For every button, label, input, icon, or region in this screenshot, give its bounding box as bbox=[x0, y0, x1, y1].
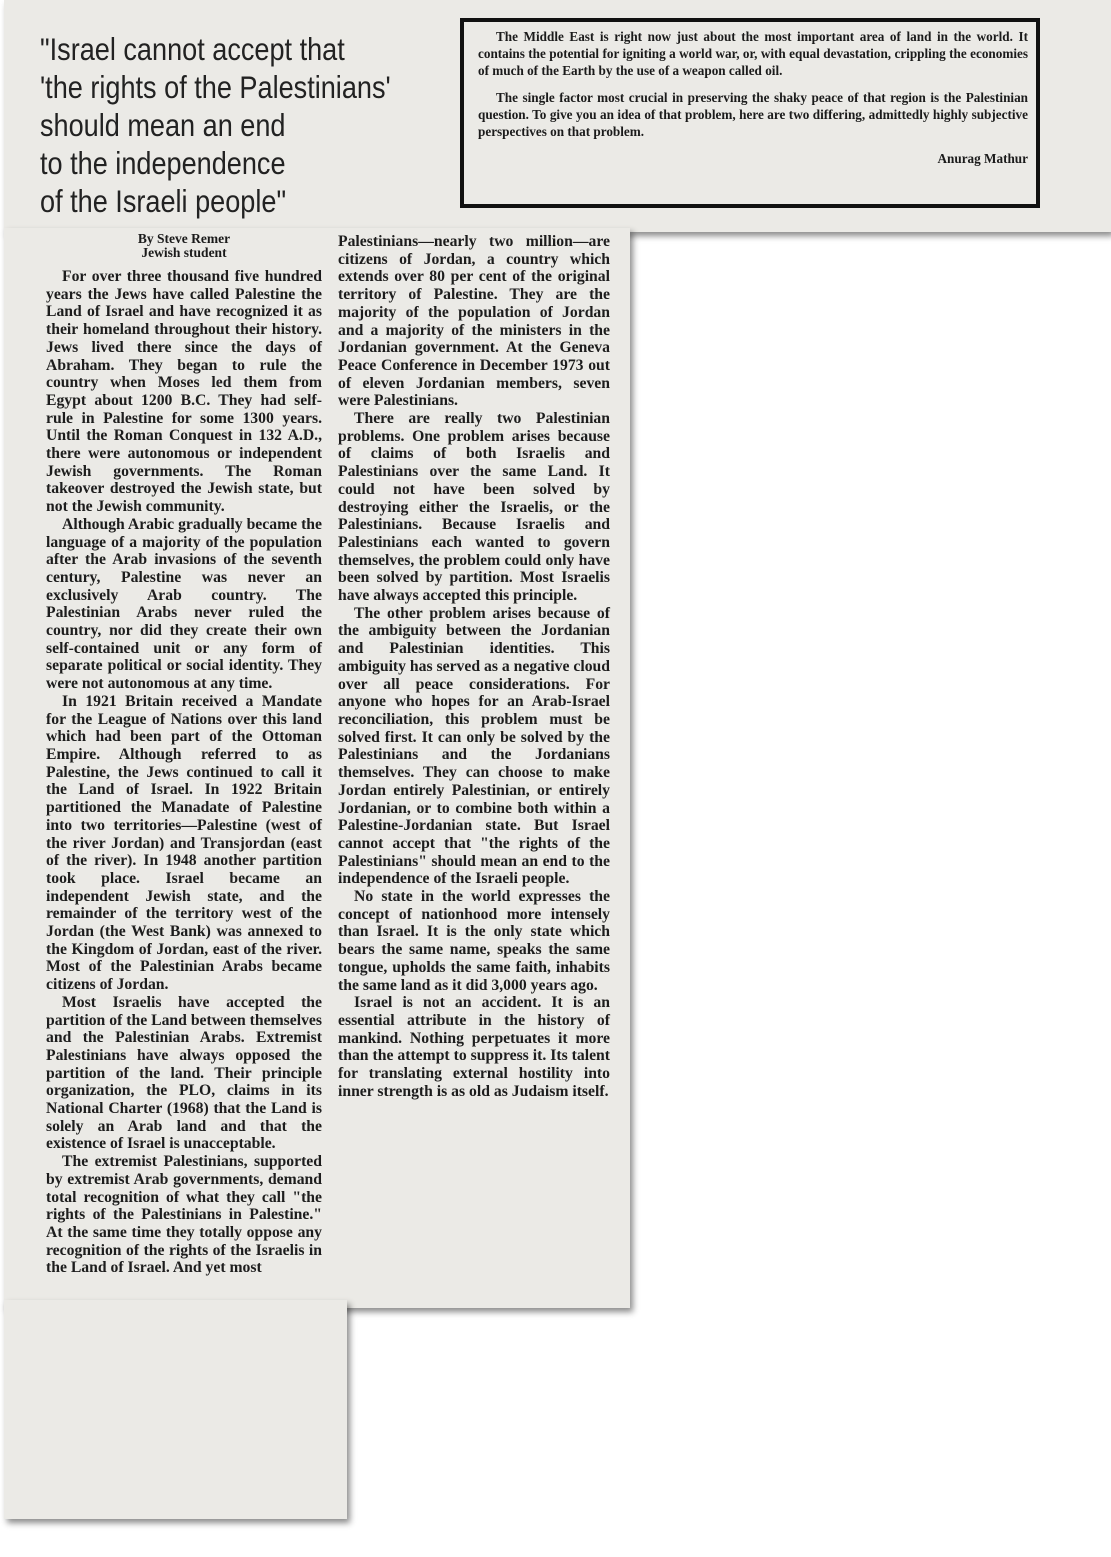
article-column-1 bbox=[46, 268, 322, 1277]
article-paragraph: Palestinians—nearly two million—are citizens of Jordan, a country which extends over 80 per cent of the original territory of Palestine. They are the majority of the population of Jordan and a majority of the ministers in the Jordanian government. At the Geneva Peace Conference in December 1973 out of eleven Jordanian members, seven were Palestinians. bbox=[338, 233, 610, 410]
article-paragraph: No state in the world expresses the concept of nationhood more intensely than Israel. It is the only state which bears the same name, speaks the same tongue, upholds the same faith, inhabits the same land as it did 3,000 years ago. bbox=[338, 888, 610, 994]
article-paragraph: In 1921 Britain received a Mandate for the League of Nations over this land which had been part of the Ottoman Empire. Although referred to as Palestine, the Jews continued to call it the Land of Israel. In 1922 Britain partitioned the Manadate of Palestine into two territories—Palestine (west of the river Jordan) and Transjordan (east of the river). In 1948 another partition took place. Israel became an independent Jewish state, and the remainder of the territory west of the Jordan (the West Bank) was annexed to the Kingdom of Jordan, east of the river. Most of the Palestinian Arabs became citizens of Jordan. bbox=[46, 692, 322, 994]
intro-paragraph: The single factor most crucial in preserving the shaky peace of that region is the Palestinian question. To give you an idea of that problem, here are two differing, admittedly highly subjective perspectives on that problem. bbox=[478, 90, 1028, 139]
article-paragraph: For over three thousand five hundred years the Jews have called Palestine the Land of Israel and have recognized it as their homeland throughout their history. Jews lived there since the days of Abraham. They began to rule the country when Moses led them from Egypt about 1200 B.C. They had self-rule in Palestine for some 1300 years. Until the Roman Conquest in 132 A.D., there were autonomous or independent Jewish governments. The Roman takeover destroyed the Jewish state, but not the Jewish community. bbox=[46, 268, 322, 516]
byline-role: Jewish student bbox=[141, 245, 227, 260]
byline bbox=[46, 232, 322, 260]
article-paragraph: The other problem arises because of the ambiguity between the Jordanian and Palestinian identities. This ambiguity has served as a negative cloud over all peace considerations. For anyone who hopes for an Arab-Israel reconciliation, this problem must be solved first. It can only be solved by the Palestinians and the Jordanians themselves. They can choose to make Jordan entirely Palestinian, or entirely Jordanian, or to combine both within a Palestine-Jordanian state. But Israel cannot accept that "the rights of the Palestinians" should mean an end to the independence of the Israeli people. bbox=[338, 604, 610, 888]
article-paragraph: Most Israelis have accepted the partition of the Land between themselves and the Palestinian Arabs. Extremist Palestinians have always opposed the partition of the land. Their principle organization, the PLO, claims in its National Charter (1968) that the Land is solely an Arab land and that the existence of Israel is unacceptable. bbox=[46, 993, 322, 1153]
article-paragraph: Although Arabic gradually became the language of a majority of the population after the Arab invasions of the seventh century, Palestine was never an exclusively Arab country. The Palestinian Arabs never ruled the country, nor did they create their own self-contained unit or any form of separate political or social identity. They were not autonomous at any time. bbox=[46, 515, 322, 693]
headline-line: of the Israeli people" bbox=[40, 183, 287, 219]
article-paragraph: Israel is not an accident. It is an essential attribute in the history of mankind. Nothing perpetuates it more than the attempt to suppress it. Its talent for translating external hostility into inner strength is as old as Judaism itself. bbox=[338, 994, 610, 1100]
article-paragraph: The extremist Palestinians, supported by extremist Arab governments, demand total recognition of what they call "the rights of the Palestinians in Palestine." At the same time they totally oppose any recognition of the rights of the Israelis in the Land of Israel. And yet most bbox=[46, 1153, 322, 1277]
byline-author: By Steve Remer bbox=[137, 231, 231, 246]
headline-line: should mean an end bbox=[40, 107, 286, 143]
clipping-paper-bottom bbox=[4, 1300, 347, 1519]
editor-intro-box bbox=[460, 18, 1040, 208]
intro-paragraph: The Middle East is right now just about the most important area of land in the world. It contains the potential for igniting a world war, or, with equal devastation, crippling the economies of much of the Earth by the use of a weapon called oil. bbox=[478, 29, 1028, 78]
headline bbox=[40, 30, 393, 220]
headline-line: to the independence bbox=[40, 145, 286, 181]
intro-signature: Anurag Mathur bbox=[937, 151, 1028, 166]
article-column-2 bbox=[338, 233, 610, 1100]
headline-line: 'the rights of the Palestinians' bbox=[40, 69, 391, 105]
headline-line: "Israel cannot accept that bbox=[40, 31, 345, 67]
article-paragraph: There are really two Palestinian problems. One problem arises because of claims of both Israelis and Palestinians over the same Land. It could not have been solved by destroying either the Israelis, or the Palestinians. Because Israelis and Palestinians each wanted to govern themselves, the problem could only have been solved by partition. Most Israelis have always accepted this principle. bbox=[338, 410, 610, 605]
